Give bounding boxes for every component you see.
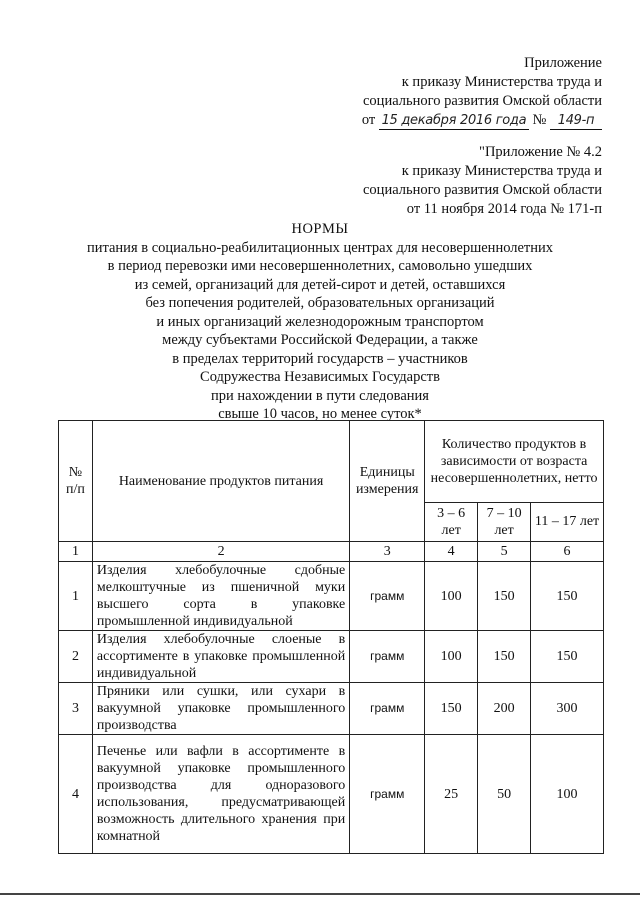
column-number-row (59, 542, 604, 562)
title-line: между субъектами Российской Федерации, а также (162, 332, 478, 348)
row-unit: грамм (350, 631, 425, 683)
row-product-name: Изделия хлебобулочные сдобные мелкоштучные из пшеничной муки высшего сорта в упаковке промышленной индивидуальной (92, 562, 349, 631)
row-value-11-17: 150 (531, 631, 604, 683)
title-line: в пределах территорий государств – участников (172, 350, 468, 367)
column-number: 3 (350, 542, 425, 562)
row-value-7-10: 150 (478, 631, 531, 683)
number-sign: № (532, 112, 547, 128)
row-value-7-10: 50 (478, 735, 531, 854)
previous-appendix-header (363, 143, 602, 219)
row-value-7-10: 200 (478, 683, 531, 735)
from-word: от (361, 112, 376, 128)
page-bottom-edge (0, 893, 640, 895)
header-unit: Единицы измерения (350, 421, 425, 542)
header-age-7-10: 7 – 10 лет (478, 502, 531, 541)
row-product-name: Пряники или сушки, или сухари в вакуумной упаковке промышленного производства (92, 683, 349, 735)
title-heading: НОРМЫ (291, 221, 349, 237)
column-number: 6 (531, 542, 604, 562)
norms-table (58, 420, 604, 854)
appendix-order-line: к приказу Министерства труда и (401, 74, 602, 90)
title-line: в период перевозки ими несовершеннолетних, самовольно ушедших (107, 258, 533, 274)
prev-appendix-label: "Приложение № 4.2 (479, 144, 602, 160)
document-title (0, 220, 640, 424)
appendix-label: Приложение (524, 55, 602, 71)
row-value-7-10: 150 (478, 562, 531, 631)
header-age-11-17: 11 – 17 лет (531, 502, 604, 541)
row-product-name (92, 735, 349, 854)
handwritten-date: 15 декабря 2016 года (379, 113, 529, 130)
row-product-name: Изделия хлебобулочные слоеные в ассортименте в упаковке промышленной индивидуальной (92, 631, 349, 683)
row-num: 4 (59, 735, 93, 854)
header-num: № п/п (59, 421, 93, 542)
row-num: 3 (59, 683, 93, 735)
row-value-11-17: 100 (531, 735, 604, 854)
column-number: 2 (92, 542, 349, 562)
prev-appendix-order-line: к приказу Министерства труда и (401, 163, 602, 179)
header-quantity: Количество продуктов в зависимости от возраста несовершеннолетних, нетто (425, 421, 604, 503)
table-row (59, 562, 604, 631)
table-row (59, 735, 604, 854)
header-name: Наименование продуктов питания (92, 421, 349, 542)
row-num: 2 (59, 631, 93, 683)
row-unit: грамм (350, 562, 425, 631)
row-product-name-text: Печенье или вафли в ассортименте в вакуумной упаковке промышленного производства для одноразового использования, предусматривающей возможность длительного хранения при комнатной (96, 744, 346, 844)
row-value-3-6: 100 (425, 631, 478, 683)
row-unit: грамм (350, 735, 425, 854)
prev-appendix-ministry-line: социального развития Омской области (363, 182, 602, 198)
row-unit: грамм (350, 683, 425, 735)
title-line: из семей, организаций для детей-сирот и детей, оставшихся (134, 276, 506, 293)
column-number: 4 (425, 542, 478, 562)
appendix-header (362, 54, 602, 130)
title-line: Содружества Независимых Государств (200, 369, 440, 385)
prev-appendix-date-line: от 11 ноября 2014 года № 171-п (406, 201, 602, 217)
row-num: 1 (59, 562, 93, 631)
title-line: и иных организаций железнодорожным транспортом (156, 313, 484, 330)
table-row (59, 683, 604, 735)
row-value-11-17: 150 (531, 562, 604, 631)
appendix-date-line (362, 111, 602, 130)
column-number: 5 (478, 542, 531, 562)
table-header-row (59, 421, 604, 503)
title-line: без попечения родителей, образовательных организаций (145, 295, 495, 311)
row-value-3-6: 25 (425, 735, 478, 854)
column-number: 1 (59, 542, 93, 562)
row-value-3-6: 100 (425, 562, 478, 631)
title-line: при нахождении в пути следования (211, 387, 429, 404)
handwritten-number: 149-п (550, 113, 602, 130)
table-row (59, 631, 604, 683)
row-value-11-17: 300 (531, 683, 604, 735)
title-line: свыше 10 часов, но менее суток* (218, 406, 422, 422)
header-age-3-6: 3 – 6 лет (425, 502, 478, 541)
row-value-3-6: 150 (425, 683, 478, 735)
appendix-ministry-line: социального развития Омской области (363, 93, 602, 109)
title-line: питания в социально-реабилитационных центрах для несовершеннолетних (86, 239, 554, 256)
